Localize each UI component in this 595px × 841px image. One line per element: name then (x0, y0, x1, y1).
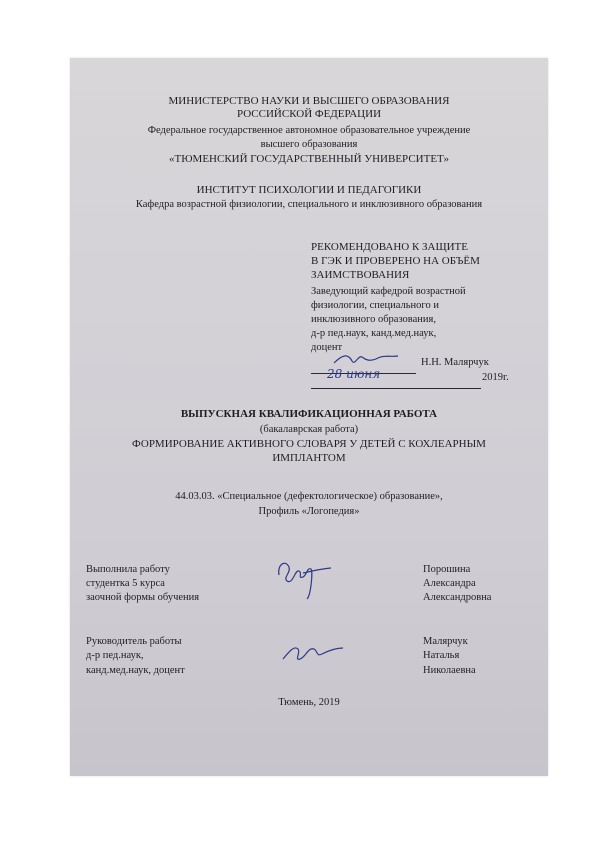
institute-name: ИНСТИТУТ ПСИХОЛОГИИ И ПЕДАГОГИКИ (196, 184, 422, 196)
approval-line-1: РЕКОМЕНДОВАНО К ЗАЩИТЕ (311, 241, 468, 253)
approval-line-8: доцент (311, 342, 343, 353)
approval-line-5: физиологии, специального и (311, 300, 439, 311)
city-year: Тюмень, 2019 (278, 697, 340, 708)
ministry-line-2: РОССИЙСКОЙ ФЕДЕРАЦИИ (236, 108, 382, 120)
supervisor-label-2: д-р пед.наук, (86, 650, 144, 661)
author-signature (273, 555, 335, 601)
university-name: «ТЮМЕНСКИЙ ГОСУДАРСТВЕННЫЙ УНИВЕРСИТЕТ» (169, 153, 449, 165)
author-label-2: студентка 5 курса (86, 578, 165, 589)
supervisor-surname: Малярчук (423, 636, 468, 647)
author-first-name: Александра (423, 578, 476, 589)
approval-year: 2019г. (482, 372, 509, 383)
handwritten-date: 28 июня (327, 367, 381, 381)
department-name: Кафедра возрастной физиологии, специального и инклюзивного образования (135, 199, 483, 210)
supervisor-label-1: Руководитель работы (86, 636, 182, 647)
supervisor-label-3: канд.мед.наук, доцент (86, 665, 185, 676)
approval-line-4: Заведующий кафедрой возрастной (311, 286, 466, 297)
approval-line-3: ЗАИМСТВОВАНИЯ (311, 269, 410, 281)
federal-line-1: Федеральное государственное автономное образовательное учреждение (147, 125, 471, 136)
approval-line-7: д-р пед.наук, канд.мед.наук, (311, 328, 437, 339)
federal-line-2: высшего образования (260, 139, 358, 150)
program-line-2: Профиль «Логопедия» (258, 506, 360, 517)
approval-line-6: инклюзивного образования, (311, 314, 436, 325)
author-surname: Порошина (423, 564, 471, 575)
head-name: Н.Н. Малярчук (421, 357, 489, 368)
program-line-1: 44.03.03. «Специальное (дефектологическое) образование», (175, 491, 443, 502)
author-patronymic: Александровна (423, 592, 492, 603)
author-label-1: Выполнила работу (86, 564, 170, 575)
topic-line-1: ФОРМИРОВАНИЕ АКТИВНОГО СЛОВАРЯ У ДЕТЕЙ С КОХЛЕАРНЫМ (132, 438, 486, 450)
ministry-line-1: МИНИСТЕРСТВО НАУКИ И ВЫСШЕГО ОБРАЗОВАНИЯ (168, 95, 450, 107)
supervisor-first-name: Наталья (423, 650, 460, 661)
supervisor-signature (280, 639, 346, 665)
head-signature (332, 349, 402, 369)
author-label-3: заочной формы обучения (86, 592, 200, 603)
supervisor-patronymic: Николаевна (423, 665, 476, 676)
approval-line-2: В ГЭК И ПРОВЕРЕНО НА ОБЪЁМ (311, 255, 480, 267)
work-subtitle: (бакалаврская работа) (259, 424, 359, 435)
title-page (70, 58, 548, 776)
work-title: ВЫПУСКНАЯ КВАЛИФИКАЦИОННАЯ РАБОТА (180, 408, 438, 420)
topic-line-2: ИМПЛАНТОМ (272, 452, 346, 464)
